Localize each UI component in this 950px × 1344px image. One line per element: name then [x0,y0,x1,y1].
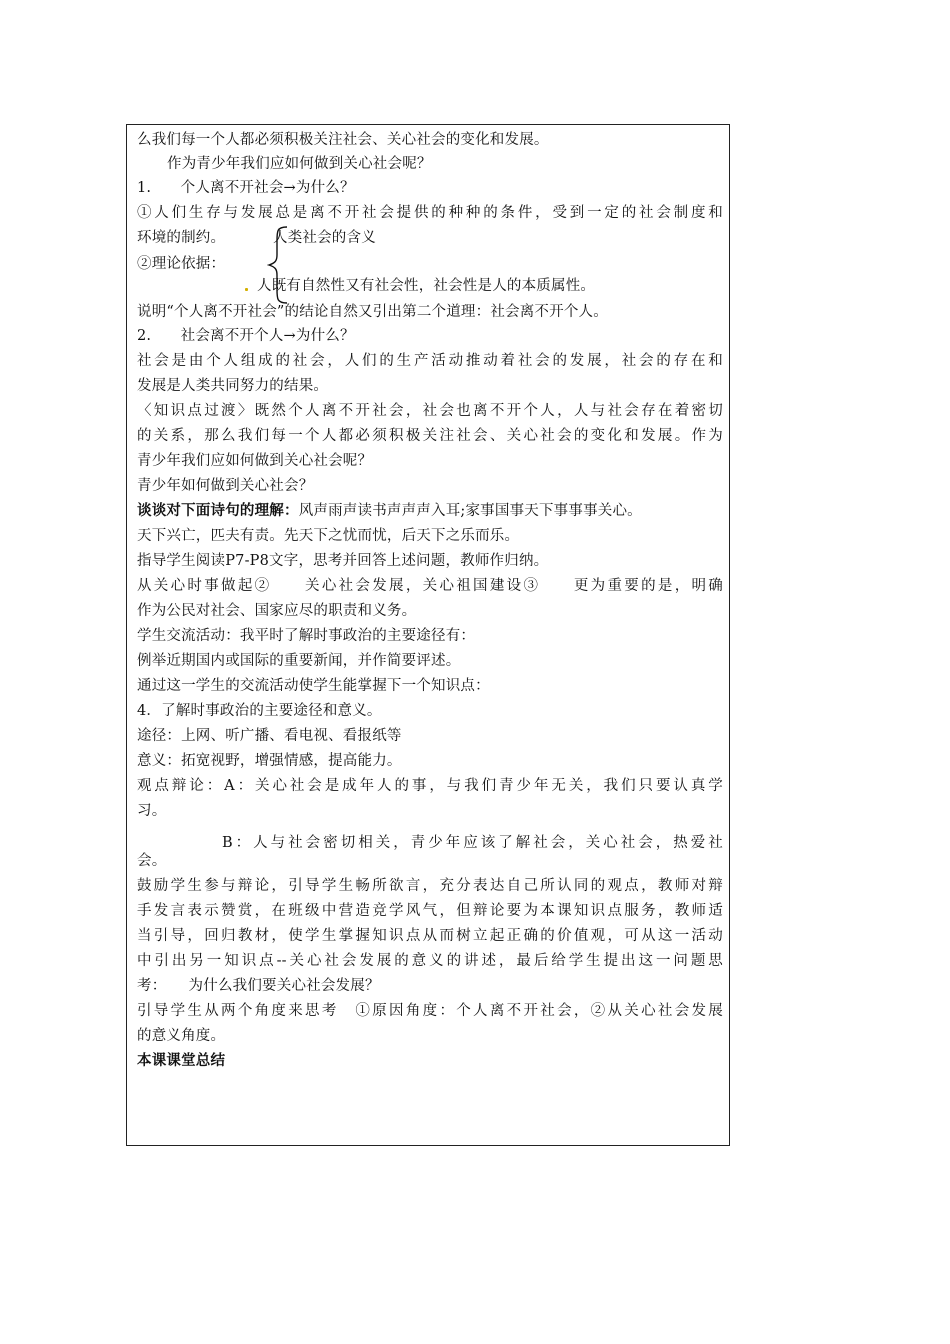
poem-prompt: 谈谈对下面诗句的理解： [137,503,299,519]
text-line: 引导学生从两个角度来思考 ①原因角度：个人离不开社会，②从关心社会发展 [137,1003,723,1019]
text-line: 青少年我们应如何做到关心社会呢？ [137,453,373,469]
text-line: 例举近期国内或国际的重要新闻，并作简要评述。 [137,653,461,669]
point-2-heading: 2. 社会离不开个人→为什么？ [137,328,355,344]
text-line: 途径：上网、听广播、看电视、看报纸等 [137,728,402,744]
lesson-table-cell [126,124,730,1146]
text-line: ①人们生存与发展总是离不开社会提供的种种的条件，受到一定的社会制度和 [137,205,723,221]
basis-item-2: 人既有自然性又有社会性，社会性是人的本质属性。 [257,278,596,294]
text-line: 习。 [137,803,167,819]
text-line: 通过这一学生的交流活动使学生能掌握下一个知识点： [137,678,490,694]
text-line: 中引出另一知识点--关心社会发展的意义的讲述，最后给学生提出这一问题思 [137,953,723,969]
text-line: 天下兴亡，匹夫有责。先天下之忧而忧，后天下之乐而乐。 [137,528,520,544]
text-line: 么我们每一个人都必须积极关注社会、关心社会的变化和发展。 [137,132,549,148]
point-4-heading: 4．了解时事政治的主要途径和意义。 [137,703,382,719]
debate-b: B：人与社会密切相关，青少年应该了解社会，关心社会，热爱社 [222,835,723,851]
text-line: ②理论依据： [137,256,226,272]
poem-line [137,502,642,520]
summary-heading: 本课课堂总结 [137,1053,226,1069]
text-line: 社会是由个人组成的社会，人们的生产活动推动着社会的发展，社会的存在和 [137,353,723,369]
poem-text: 风声雨声读书声声声入耳;家事国事天下事事事关心。 [298,503,642,519]
debate-a: 观点辩论：A：关心社会是成年人的事，与我们青少年无关，我们只要认真学 [137,778,723,794]
text-line: 作为青少年我们应如何做到关心社会呢？ [167,156,432,172]
text-line: 学生交流活动：我平时了解时事政治的主要途径有： [137,628,476,644]
text-line: 意义：拓宽视野，增强情感，提高能力。 [137,753,402,769]
text-line: 考： 为什么我们要关心社会发展？ [137,978,380,994]
text-line: 说明“个人离不开社会”的结论自然又引出第二个道理：社会离不开个人。 [137,304,608,320]
point-1-heading: 1. 个人离不开社会→为什么？ [137,180,355,196]
text-line: 当引导，回归教材，使学生掌握知识点从而树立起正确的价值观，可从这一活动 [137,928,723,944]
dot-mark [245,288,248,291]
text-line: 的意义角度。 [137,1028,226,1044]
text-line: 从关心时事做起② 关心社会发展，关心祖国建设③ 更为重要的是，明确 [137,578,723,594]
text-line: 手发言表示赞赏，在班级中营造竞学风气，但辩论要为本课知识点服务，教师适 [137,903,723,919]
text-line: 发展是人类共同努力的结果。 [137,378,329,394]
text-line: 会。 [137,853,167,869]
text-line: 作为公民对社会、国家应尽的职责和义务。 [137,603,417,619]
text-line: 指导学生阅读P7-P8文字，思考并回答上述问题，教师作归纳。 [137,553,549,569]
basis-item-1: 人类社会的含义 [273,230,376,246]
text-line: 环境的制约。 [137,230,226,246]
text-line: 青少年如何做到关心社会？ [137,478,314,494]
text-line: 的关系，那么我们每一个人都必须积极关注社会、关心社会的变化和发展。作为 [137,428,723,444]
text-line: 鼓励学生参与辩论，引导学生畅所欲言，充分表达自己所认同的观点，教师对辩 [137,878,723,894]
text-line: 〈知识点过渡〉既然个人离不开社会，社会也离不开个人，人与社会存在着密切 [137,403,723,419]
